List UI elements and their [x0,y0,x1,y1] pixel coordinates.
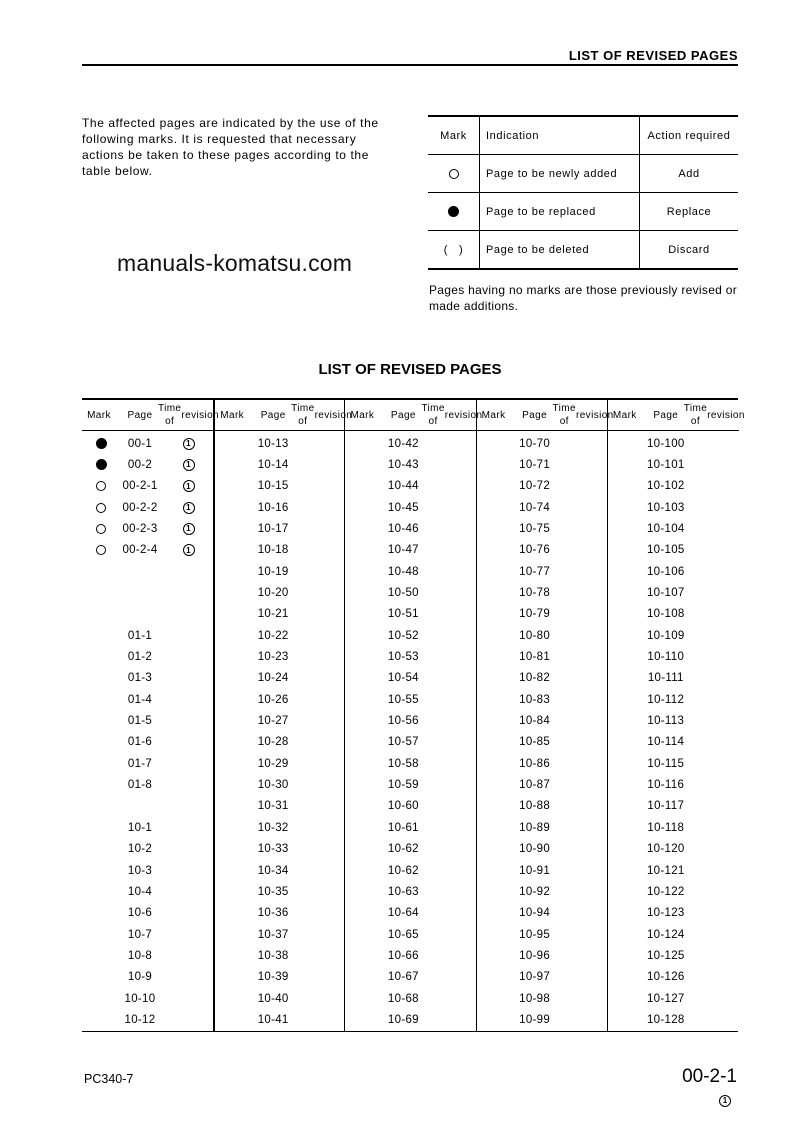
page-cell: 10-39 [257,971,289,984]
open-circle-icon [96,524,106,534]
page-cell: 10-67 [387,971,419,984]
page-cell: 10-116 [647,779,685,792]
revision-cell [164,497,213,518]
page-cell: 10-48 [387,565,419,578]
page-cell: 10-87 [519,779,551,792]
page-cell: 10-54 [387,672,419,685]
header-page: Page [260,409,286,421]
page-cell: 10-58 [387,757,419,770]
page-cell: 10-92 [519,885,551,898]
page-cell: 00-2-3 [122,522,158,535]
page-cell: 10-21 [257,608,289,621]
page-cell: 10-127 [646,992,685,1005]
header-rule [345,430,476,431]
header-rev-line1: Time of [291,403,315,427]
page-cell: 10-34 [257,864,289,877]
page-cell: 10-112 [647,693,685,706]
page-number: 00-2-1 [682,1066,737,1087]
page-cell: 10-77 [519,565,551,578]
model-number: PC340-7 [84,1072,134,1086]
page-cell: 10-62 [387,843,419,856]
header-rev-line2: revision [314,409,353,421]
page-cell: 10-26 [257,693,289,706]
page-cell: 10-106 [646,565,685,578]
page-cell: 10-124 [646,928,685,941]
header-rev-line1: Time of [157,403,182,427]
page-cell: 01-1 [127,629,153,642]
legend-indication: Page to be deleted [480,231,640,270]
header-mark: Mark [612,409,637,421]
header-time-of-revision [157,400,220,430]
page-cell: 10-101 [646,458,685,471]
page-cell: 10-42 [387,437,419,450]
page-cell: 10-68 [387,992,419,1005]
legend-row-discard [428,231,738,270]
header-rule [215,430,346,431]
page-cell: 10-22 [257,629,289,642]
mark-cell [82,433,120,454]
legend-action: Add [640,155,739,193]
page-cell: 01-8 [127,779,153,792]
page-cell: 10-41 [257,1013,289,1026]
page-cell: 10-78 [519,586,551,599]
header-rev-line1: Time of [421,403,445,427]
page-cell [116,604,164,625]
page-cell: 10-45 [387,501,419,514]
page-cell: 10-82 [519,672,551,685]
page-cell: 10-84 [519,715,551,728]
page-cell: 10-29 [257,757,289,770]
page-cell: 10-100 [646,437,685,450]
page-cell: 10-32 [257,821,289,834]
open-circle-icon [449,169,459,179]
header-rule [82,430,213,431]
page-cell: 10-94 [519,907,551,920]
page-cell: 10-123 [646,907,685,920]
revision-number: 1 [183,502,195,514]
revised-pages-table [82,398,745,1032]
page-cell: 10-20 [257,586,289,599]
page-cell: 10-36 [257,907,289,920]
column-group [213,400,353,1031]
page-cell: 10-80 [519,629,551,642]
note-text: Pages having no marks are those previously revised or made additions. [429,283,738,313]
page-cell: 10-65 [387,928,419,941]
page-cell: 10-118 [647,821,685,834]
page-cell: 10-97 [519,971,551,984]
revision-cell [164,518,213,539]
parentheses-mark: ( ) [428,231,480,270]
page-cell: 10-125 [646,949,685,962]
header-page: Page [522,409,548,421]
legend-row-add [428,155,738,193]
page-cell: 10-56 [387,715,419,728]
revision-cell [164,476,213,497]
page-cell: 10-75 [519,522,551,535]
legend-indication: Page to be replaced [480,193,640,231]
page-cell: 10-102 [646,480,685,493]
page-cell [116,796,164,817]
page-cell: 10-86 [519,757,551,770]
page-cell: 00-2-4 [122,544,158,557]
page-cell: 10-105 [646,544,685,557]
page-cell: 10-110 [647,651,685,663]
revision-number: 1 [183,480,195,492]
page-cell: 10-95 [519,928,551,941]
page-cell: 10-7 [127,928,153,941]
page-revision-mark [719,1090,731,1108]
page-cell: 10-98 [519,992,551,1005]
legend-indication: Page to be newly added [480,155,640,193]
page-cell: 10-74 [519,501,551,514]
legend-header-action: Action required [640,116,739,155]
page-cell: 10-57 [387,736,419,749]
page-cell: 10-107 [646,586,685,599]
header-page: Page [127,409,153,421]
page-cell: 10-16 [257,501,289,514]
header-rev-line2: revision [707,409,745,421]
page-cell: 10-120 [646,843,685,856]
page-cell: 01-6 [127,736,153,749]
page-cell: 10-109 [646,629,685,642]
page-cell: 01-7 [127,757,153,770]
page-cell: 10-121 [646,864,685,877]
header-mark: Mark [87,409,111,421]
page-cell [116,582,164,603]
watermark: manuals-komatsu.com [117,250,353,276]
header-page: Page [653,409,679,421]
page-cell: 10-83 [519,693,551,706]
header-mark: Mark [350,409,375,421]
marks-legend-table [428,115,738,270]
page-cell: 10-99 [519,1013,551,1026]
page-cell: 10-14 [257,458,289,471]
legend-action: Discard [640,231,739,270]
column-group [476,400,614,1031]
page-cell: 10-90 [519,843,551,856]
page-cell: 00-1 [127,437,153,450]
page-cell: 10-55 [387,693,419,706]
page-cell: 10-23 [257,651,289,663]
page-cell: 10-114 [647,736,685,749]
page-cell: 01-2 [127,651,153,663]
filled-circle-icon [448,206,459,217]
page-cell: 10-24 [257,672,289,685]
intro-text: The affected pages are indicated by the use of the following marks. It is requested that necessary actions be taken to these pages according to the table below. [82,116,379,178]
page-cell: 10-37 [257,928,289,941]
page-cell: 10-15 [257,480,289,493]
page-cell: 10-81 [519,651,551,663]
page-cell: 10-35 [257,885,289,898]
column-group [82,400,220,1031]
header-time-of-revision [552,400,614,430]
page-cell: 10-47 [387,544,419,557]
revision-number: 1 [183,459,195,471]
legend-row-replace [428,193,738,231]
page-cell: 00-2 [127,458,153,471]
column-group [344,400,483,1031]
page-cell: 10-122 [646,885,685,898]
page-cell: 01-3 [127,672,153,685]
page-cell: 10-52 [387,629,419,642]
header-time-of-revision [683,400,745,430]
filled-circle-icon [96,459,107,470]
header-mark: Mark [481,409,506,421]
page-cell: 10-53 [387,651,419,663]
legend-header-mark: Mark [428,116,480,155]
page-cell: 10-28 [257,736,289,749]
open-circle-icon [96,481,106,491]
header-time-of-revision [421,400,483,430]
page-cell: 10-43 [387,458,419,471]
page-cell: 00-2-2 [122,501,158,514]
mark-cell [82,518,120,539]
filled-circle-icon [96,438,107,449]
legend-header-indication: Indication [480,116,640,155]
mark-cell [82,476,120,497]
page-cell: 10-89 [519,821,551,834]
page-cell: 10-50 [387,586,419,599]
legend-action: Replace [640,193,739,231]
page-cell: 10-76 [519,544,551,557]
open-circle-icon [96,503,106,513]
page-cell: 10-60 [387,800,419,813]
page-cell: 01-5 [127,715,153,728]
page-cell: 10-72 [519,480,551,493]
page-cell: 10-13 [257,437,289,450]
page-cell: 10-71 [519,458,551,471]
page-cell: 10-126 [646,971,685,984]
page-cell: 10-66 [387,949,419,962]
page-cell: 10-59 [387,779,419,792]
page-cell: 10-96 [519,949,551,962]
page-cell: 10-46 [387,522,419,535]
list-title: LIST OF REVISED PAGES [318,361,502,378]
page-cell: 10-33 [257,843,289,856]
page-cell: 10-40 [257,992,289,1005]
page-cell: 10-3 [127,864,153,877]
page-cell: 10-104 [646,522,685,535]
page-cell: 10-85 [519,736,551,749]
page-cell: 10-88 [519,800,551,813]
header-rev-line1: Time of [552,403,576,427]
page-cell: 10-30 [257,779,289,792]
legend-header-row [428,116,738,155]
page-cell: 10-69 [387,1013,419,1026]
page-cell: 10-103 [646,501,685,514]
header-rule [608,430,739,431]
page-cell: 10-9 [127,971,153,984]
page-cell: 10-27 [257,715,289,728]
header-time-of-revision [291,400,353,430]
revision-cell [164,454,213,475]
page-cell: 10-117 [647,800,685,813]
page-cell: 10-64 [387,907,419,920]
column-group [607,400,745,1031]
header-rule [82,64,738,66]
page-cell: 10-4 [127,885,153,898]
page-cell: 10-70 [519,437,551,450]
header-page: Page [390,409,416,421]
page-cell: 10-12 [124,1013,156,1026]
page-cell: 10-111 [647,672,684,685]
header-rev-line2: revision [575,409,614,421]
page-cell: 10-17 [257,522,289,535]
header-title: LIST OF REVISED PAGES [568,48,738,63]
page-cell [116,561,164,582]
revision-number: 1 [719,1095,731,1107]
page-cell: 01-4 [127,693,153,706]
page-cell: 10-62 [387,864,419,877]
page-cell: 10-51 [387,608,419,621]
page-cell: 10-63 [387,885,419,898]
page-cell: 00-2-1 [122,480,158,493]
page-cell: 10-31 [257,800,289,813]
page-cell: 10-2 [127,843,153,856]
revision-number: 1 [183,544,195,556]
mark-cell [82,540,120,561]
header-rev-line2: revision [444,409,483,421]
header-rev-line2: revision [181,409,220,421]
page-cell: 10-8 [127,949,153,962]
page-cell: 10-113 [647,715,685,728]
page-cell: 10-128 [646,1013,685,1026]
page-cell: 10-18 [257,544,289,557]
revision-cell [164,433,213,454]
mark-cell [82,454,120,475]
revision-number: 1 [183,523,195,535]
page-cell: 10-79 [519,608,551,621]
page-cell: 10-115 [647,757,685,770]
revision-number: 1 [183,438,195,450]
mark-cell [82,497,120,518]
page-cell: 10-10 [124,992,156,1005]
page-cell: 10-108 [646,608,685,621]
page-cell: 10-38 [257,949,289,962]
page-cell: 10-1 [127,821,153,834]
header-rule [477,430,608,431]
page-cell: 10-44 [387,480,419,493]
page-cell: 10-61 [387,821,419,834]
page-cell: 10-6 [127,907,153,920]
page-cell: 10-19 [257,565,289,578]
header-rev-line1: Time of [683,403,708,427]
header-mark: Mark [220,409,245,421]
page-cell: 10-91 [519,864,551,877]
open-circle-icon [96,545,106,555]
revision-cell [164,540,213,561]
